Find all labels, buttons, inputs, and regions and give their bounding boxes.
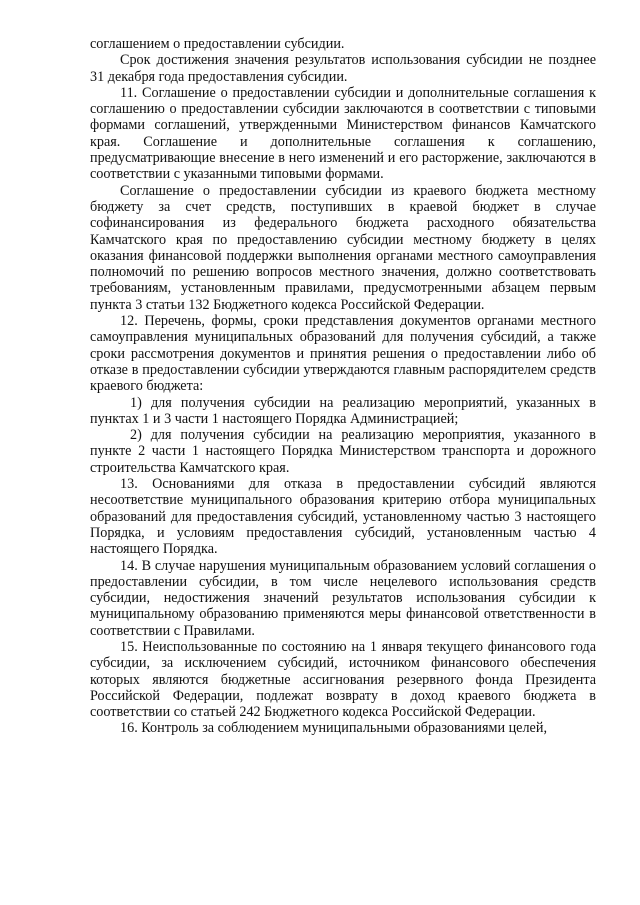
paragraph-11: 11. Соглашение о предоставлении субсидии и дополнительные соглашения к соглашению о предоставлении субсидии заключаются в соответствии с типовыми формами соглашений, утвержденными Министерством финансов Камчатского края. Соглашение и дополнительные соглашения к соглашению, предусматривающие внесение в него изменений и его расторжение, заключаются в соответствии с указанными типовыми формами.	[90, 84, 596, 183]
document-page	[90, 36, 596, 737]
paragraph-12-item-1: 1) для получения субсидии на реализацию мероприятий, указанных в пунктах 1 и 3 части 1 настоящего Порядка Администрацией;	[90, 394, 596, 427]
paragraph-16: 16. Контроль за соблюдением муниципальными образованиями целей,	[120, 720, 547, 737]
paragraph-result-deadline: Срок достижения значения результатов использования субсидии не позднее 31 декабря года предоставления субсидии.	[90, 52, 596, 85]
paragraph-15: 15. Неиспользованные по состоянию на 1 января текущего финансового года субсидии, за исключением субсидий, источником финансового обеспечения которых являются бюджетные ассигнования резервного фонда Президента Российской Федерации, подлежат возврату в доход краевого бюджета в соответствии со статьей 242 Бюджетного кодекса Российской Федерации.	[90, 638, 596, 721]
paragraph-subsidy-agreement-end: соглашением о предоставлении субсидии.	[90, 36, 345, 52]
paragraph-13: 13. Основаниями для отказа в предоставлении субсидий являются несоответствие муниципального образования критерию отбора муниципальных образований для предоставления субсидий, установленному частью 3 настоящего Порядка, и условиям предоставления субсидий, установленным частью 4 настоящего Порядка.	[90, 476, 596, 558]
paragraph-federal-cofinancing: Соглашение о предоставлении субсидии из краевого бюджета местному бюджету за счет средств, поступивших в краевой бюджет в случае софинансирования из федерального бюджета расходного обязательства Камчатского края по предоставлению субсидии местному бюджету в целях оказания финансовой поддержки выполнения органами местного самоуправления полномочий по решению вопросов местного значения, должно соответствовать требованиям, установленным правилами, предусмотренными абзацем первым пункта 3 статьи 132 Бюджетного кодекса Российской Федерации.	[90, 182, 596, 313]
paragraph-12-item-2: 2) для получения субсидии на реализацию мероприятия, указанного в пункте 2 части 1 настоящего Порядка Министерством транспорта и дорожного строительства Камчатского края.	[90, 427, 596, 476]
paragraph-12: 12. Перечень, формы, сроки представления документов органами местного самоуправления муниципальных образований для получения субсидий, а также сроки рассмотрения документов и принятия решения о предоставлении либо об отказе в предоставлении субсидии утверждаются главным распорядителем средств краевого бюджета:	[90, 313, 596, 395]
paragraph-14: 14. В случае нарушения муниципальным образованием условий соглашения о предоставлении субсидии, в том числе нецелевого использования средств субсидии, недостижения значений результатов использования субсидии к муниципальному образованию применяются меры финансовой ответственности в соответствии с Правилами.	[90, 557, 596, 639]
